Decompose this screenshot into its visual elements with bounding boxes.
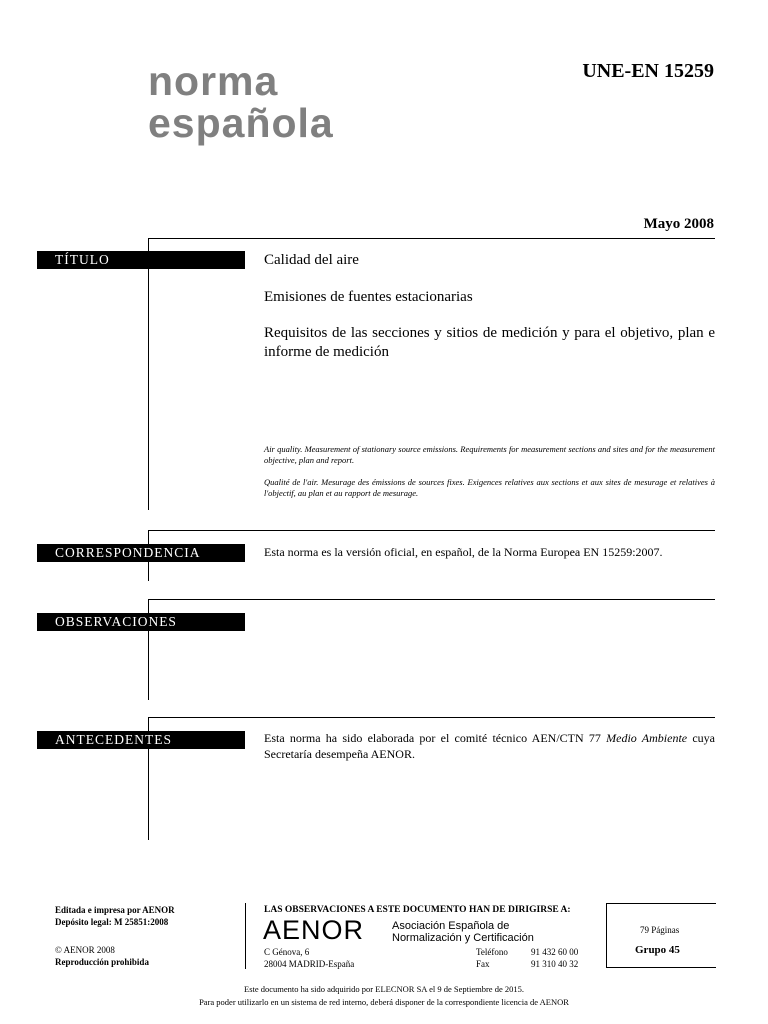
footer-publisher-block [55,904,240,968]
title-line-3: Requisitos de las secciones y sitios de medición y para el objetivo, plan e informe de medición [264,325,715,360]
phone-number: 91 432 60 00 [531,947,579,957]
pages-group-box [606,903,716,968]
edited-by: Editada e impresa por AENOR [55,905,175,915]
contact-values [531,946,578,970]
license-line-2: Para poder utilizarlo en un sistema de red interno, deberá disponer de la correspondiente licencia de AENOR [199,997,569,1007]
title-french: Qualité de l'air. Mesurage des émissions de sources fixes. Exigences relatives aux sections et aux sites de mesurage et relatives à l'objectif, au plan et au rapport de mesurage. [264,477,715,498]
committee-name: Medio Ambiente [606,731,688,745]
antecedentes-text-before: Esta norma ha sido elaborada por el comité técnico AEN/CTN 77 [264,731,607,745]
fax-number: 91 310 40 32 [531,959,579,969]
titulo-label: TÍTULO [37,251,245,269]
license-notice [0,983,768,1009]
copyright: © AENOR 2008 [55,945,115,955]
brand-line-1: norma [148,58,279,104]
address-line-2: 28004 MADRID-España [264,959,355,969]
correspondencia-label: CORRESPONDENCIA [37,544,245,562]
observaciones-top-rule [148,599,715,600]
aenor-logo: AENOR [263,915,365,945]
antecedentes-label: ANTECEDENTES [37,731,245,749]
brand-title [148,60,334,144]
title-line-1: Calidad del aire [264,252,359,268]
phone-label: Teléfono [476,947,508,957]
price-group: Grupo 45 [635,944,680,956]
correspondencia-top-rule [148,530,715,531]
address-line-1: C Génova, 6 [264,947,310,957]
antecedentes-text [264,730,715,762]
observaciones-label: OBSERVACIONES [37,613,245,631]
antecedentes-top-rule [148,717,715,718]
fax-label: Fax [476,959,490,969]
observations-header: LAS OBSERVACIONES A ESTE DOCUMENTO HAN DE DIRIGIRSE A: [264,905,571,915]
titulo-vertical-rule [148,238,149,510]
brand-line-2: española [148,100,334,146]
standard-code: UNE-EN 15259 [582,60,714,82]
publication-date: Mayo 2008 [643,216,714,232]
antecedentes-text-after: cuya Secretaría desempeña AENOR. [264,731,716,761]
titulo-top-rule [148,238,715,239]
title-english: Air quality. Measurement of stationary source emissions. Requirements for measurement sections and sites and for the measurement objective, plan and report. [264,444,715,465]
correspondencia-text: Esta norma es la versión oficial, en español, de la Norma Europea EN 15259:2007. [264,545,663,559]
footer-left-divider [245,903,246,969]
org-line-2: Normalización y Certificación [392,932,534,944]
org-line-1: Asociación Española de [392,920,510,932]
address-block [264,946,354,970]
organization-name [392,920,534,944]
license-line-1: Este documento ha sido adquirido por ELECNOR SA el 9 de Septiembre de 2015. [244,984,524,994]
contact-labels [476,946,508,970]
legal-deposit: Depósito legal: M 25851:2008 [55,917,169,927]
reproduction-notice: Reproducción prohibida [55,957,149,967]
page-count: 79 Páginas [640,925,680,935]
title-line-2: Emisiones de fuentes estacionarias [264,289,473,305]
